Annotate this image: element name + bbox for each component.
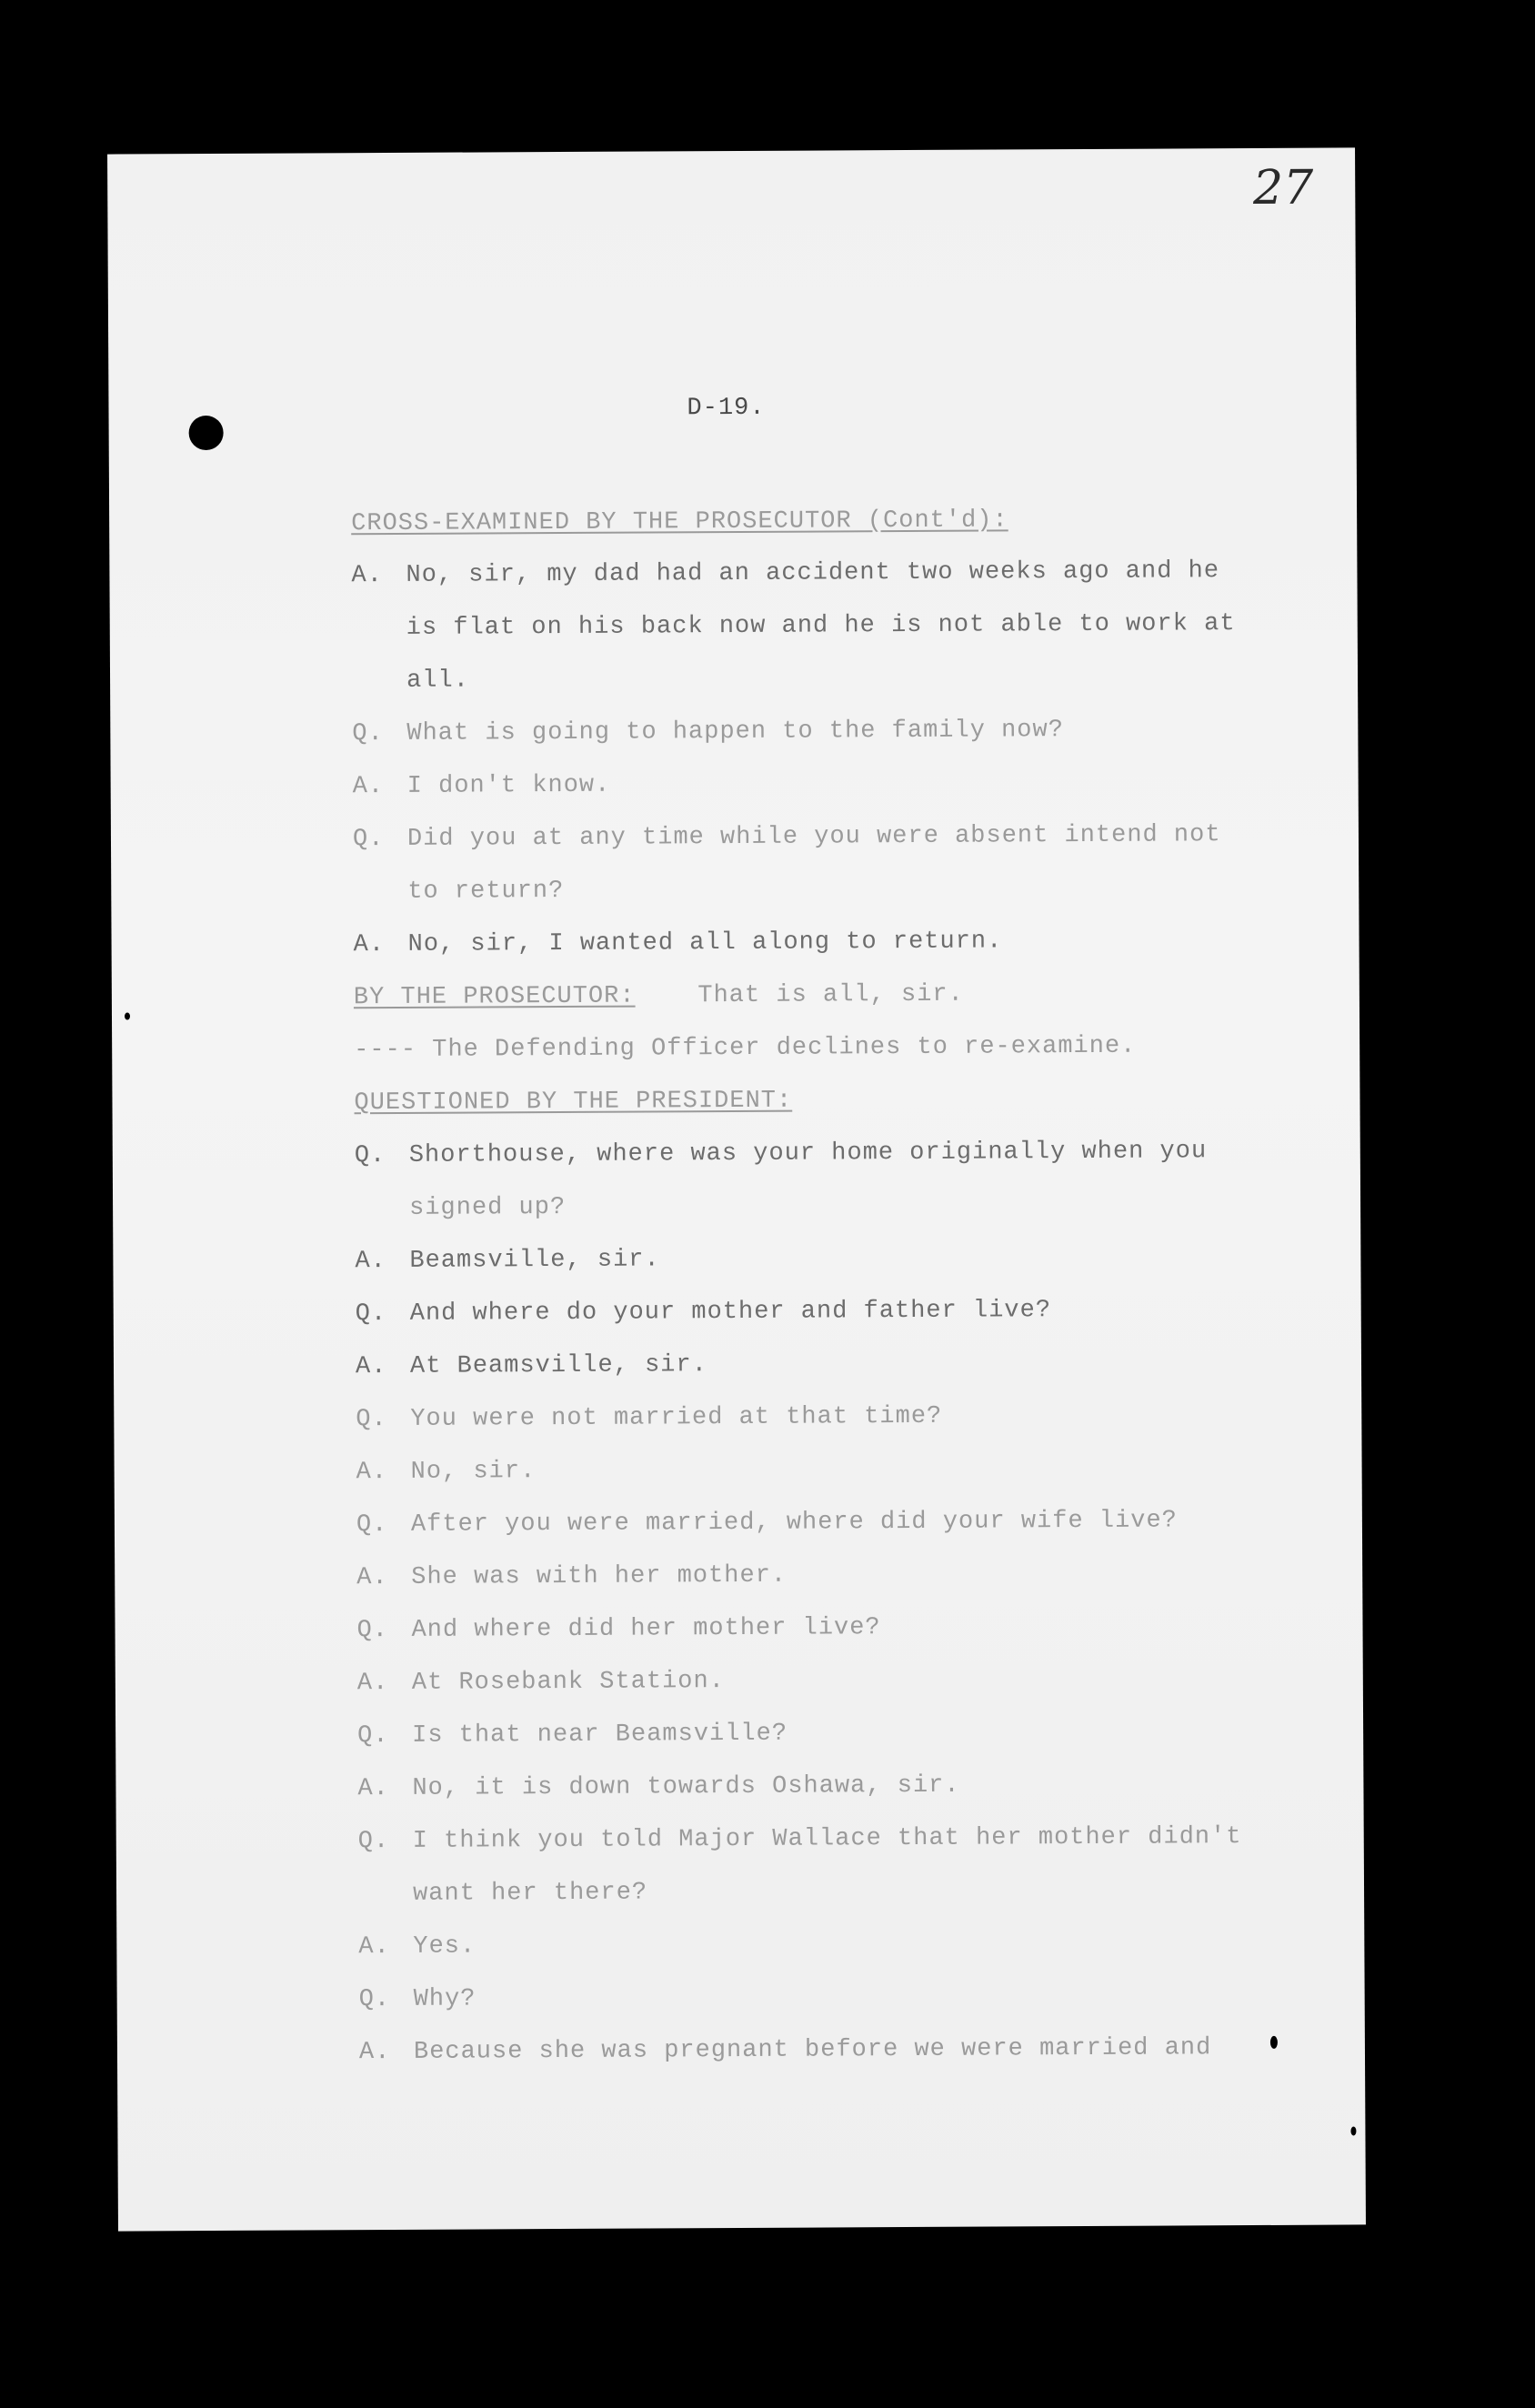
line-marker: Q. [352,826,385,854]
transcript-line [359,2034,1211,2066]
prosecutor-statement [354,981,964,1012]
transcript-line [355,1246,659,1275]
page-label: D-19. [687,394,766,423]
line-text: I don't know. [406,771,611,800]
line-text: Beamsville, sir. [409,1246,660,1275]
line-marker: A. [356,1564,388,1592]
section-heading-president: QUESTIONED BY THE PRESIDENT: [354,1087,793,1118]
line-marker: Q. [356,1617,389,1645]
prosecutor-label: BY THE PROSECUTOR: [353,982,636,1012]
transcript-line [351,557,1219,589]
line-marker: A. [356,1670,389,1698]
transcript-line [352,717,1064,747]
line-text: Yes. [413,1932,477,1961]
transcript-line [353,772,611,800]
defending-officer-line: ---- The Defending Officer declines to re-examine. [354,1032,1137,1065]
line-marker: Q. [358,1986,391,2014]
scan-speck [125,1012,130,1019]
line-text: No, sir, I wanted all along to return. [407,928,1003,958]
transcript-line [356,1562,787,1591]
line-text: At Rosebank Station. [411,1668,725,1697]
transcript-line [354,928,1003,958]
transcript-line [358,1823,1242,1855]
transcript-line [355,1194,566,1222]
transcript-line [359,1986,477,2014]
transcript-line [356,1507,1178,1539]
punch-hole [189,416,224,450]
prosecutor-text: That is all, sir. [697,980,964,1010]
transcript-line [357,1772,959,1802]
line-marker: A. [358,1933,390,1962]
line-marker: Q. [357,1722,389,1751]
scan-speck [1270,2036,1278,2049]
transcript-line [352,610,1236,642]
line-marker: Q. [352,720,384,748]
line-text: Did you at any time while you were absent intend not [406,821,1221,853]
line-text: At Beamsville, sir. [409,1351,707,1380]
line-marker: A. [357,1775,389,1803]
line-marker: A. [353,931,386,959]
scan-speck [1350,2126,1356,2135]
transcript-line [356,1297,1051,1328]
document-page [107,147,1366,2231]
line-text: No, it is down towards Oshawa, sir. [412,1771,960,1802]
line-text: After you were married, where did your wife live? [410,1507,1178,1539]
transcript-line [357,1721,788,1750]
transcript-line [358,1933,476,1962]
transcript-line [357,1668,725,1697]
transcript-line [353,878,564,906]
transcript-line [356,1351,707,1380]
handwritten-page-number: 27 [1252,160,1314,216]
line-marker: Q. [354,1142,386,1170]
line-text: want her there? [412,1879,648,1908]
line-text: Why? [413,1985,477,2013]
line-text: And where did her mother live? [411,1614,881,1644]
transcript-line [356,1614,880,1644]
transcript-line [356,1458,537,1486]
transcript-line [358,1880,647,1909]
line-marker: A. [351,562,383,590]
line-marker: A. [352,773,385,801]
line-marker: Q. [356,1406,387,1434]
line-marker: Q. [357,1828,390,1856]
line-text: No, sir, my dad had an accident two weeks ago and he [406,557,1220,589]
line-text: I think you told Major Wallace that her mother didn't [412,1823,1242,1855]
line-text: Shorthouse, where was your home originally when you [408,1138,1208,1169]
transcript-line [352,667,469,696]
line-marker: A. [355,1248,386,1276]
section-heading-cross-examined: CROSS-EXAMINED BY THE PROSECUTOR (Cont'd): [351,507,1008,538]
line-marker: Q. [356,1511,388,1540]
line-text: No, sir. [410,1458,537,1486]
line-text: to return? [407,877,565,906]
transcript-line [355,1138,1207,1169]
line-text: She was with her mother. [411,1561,788,1591]
line-marker: Q. [355,1300,387,1329]
line-marker: A. [358,2039,391,2067]
line-text: And where do your mother and father live? [409,1297,1052,1328]
line-text: all. [406,667,469,695]
line-text: signed up? [409,1193,567,1222]
line-marker: A. [355,1353,387,1381]
line-text: Is that near Beamsville? [412,1720,788,1750]
line-text: What is going to happen to the family now? [406,717,1064,747]
transcript-line [353,821,1221,853]
transcript-line [356,1403,942,1433]
line-marker: A. [356,1459,388,1487]
line-text: You were not married at that time? [410,1402,943,1433]
line-text: Because she was pregnant before we were married and [413,2034,1212,2066]
line-text: is flat on his back now and he is not able to work at [406,610,1236,642]
